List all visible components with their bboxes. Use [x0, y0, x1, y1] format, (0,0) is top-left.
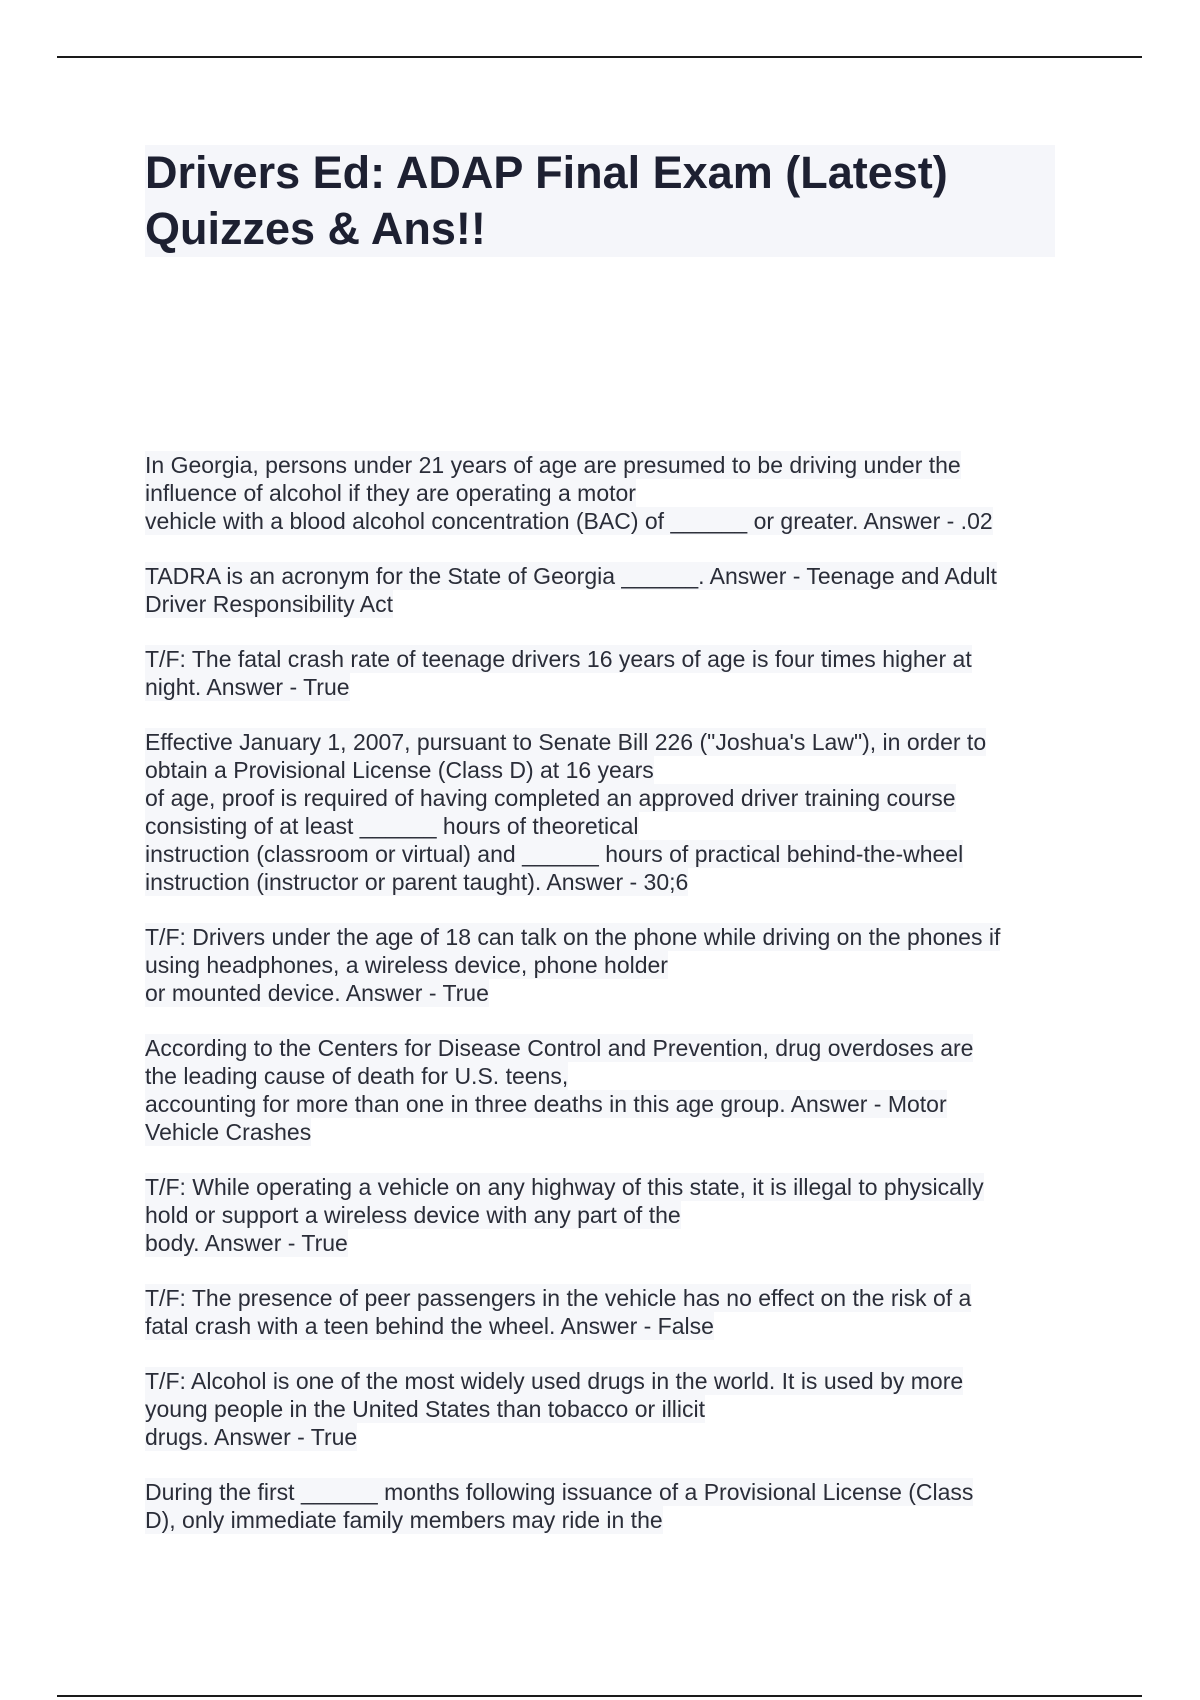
question-list [145, 451, 1065, 1561]
question-item [145, 728, 1065, 896]
question-text-line: TADRA is an acronym for the State of Georgia ______. Answer - Teenage and Adult [145, 563, 997, 589]
question-text-line: body. Answer - True [145, 1230, 348, 1256]
question-text-line: consisting of at least ______ hours of theoretical [145, 813, 639, 839]
question-text-line: D), only immediate family members may ride in the [145, 1507, 663, 1533]
question-text-line: Vehicle Crashes [145, 1119, 312, 1145]
document-title [145, 145, 1055, 257]
question-text-line: the leading cause of death for U.S. teens, [145, 1063, 569, 1089]
top-divider [57, 56, 1142, 58]
question-item [145, 1284, 1065, 1340]
question-text-line: According to the Centers for Disease Control and Prevention, drug overdoses are [145, 1035, 974, 1061]
question-text-line: In Georgia, persons under 21 years of age are presumed to be driving under the [145, 452, 961, 478]
question-item [145, 1173, 1065, 1257]
question-text-line: Effective January 1, 2007, pursuant to Senate Bill 226 ("Joshua's Law"), in order to [145, 729, 987, 755]
question-text-line: T/F: The fatal crash rate of teenage drivers 16 years of age is four times higher at [145, 646, 972, 672]
bottom-divider [57, 1695, 1142, 1697]
question-text-line: vehicle with a blood alcohol concentration (BAC) of ______ or greater. Answer - .02 [145, 508, 993, 534]
question-item [145, 1367, 1065, 1451]
question-text-line: using headphones, a wireless device, phone holder [145, 952, 668, 978]
question-text-line: young people in the United States than tobacco or illicit [145, 1396, 706, 1422]
question-item [145, 562, 1065, 618]
question-item [145, 923, 1065, 1007]
question-text-line: night. Answer - True [145, 674, 350, 700]
question-text-line: drugs. Answer - True [145, 1424, 358, 1450]
question-text-line: accounting for more than one in three deaths in this age group. Answer - Motor [145, 1091, 947, 1117]
question-text-line: T/F: While operating a vehicle on any highway of this state, it is illegal to physically [145, 1174, 984, 1200]
question-text-line: obtain a Provisional License (Class D) at 16 years [145, 757, 654, 783]
question-text-line: instruction (classroom or virtual) and ______ hours of practical behind-the-wheel [145, 841, 964, 867]
question-text-line: T/F: Alcohol is one of the most widely used drugs in the world. It is used by more [145, 1368, 964, 1394]
question-item [145, 1478, 1065, 1534]
question-text-line: T/F: Drivers under the age of 18 can talk on the phone while driving on the phones if [145, 924, 1001, 950]
question-text-line: influence of alcohol if they are operating a motor [145, 480, 636, 506]
question-text-line: fatal crash with a teen behind the wheel. Answer - False [145, 1313, 714, 1339]
title-line: Drivers Ed: ADAP Final Exam (Latest) [145, 147, 948, 198]
question-text-line: During the first ______ months following issuance of a Provisional License (Class [145, 1479, 974, 1505]
question-text-line: instruction (instructor or parent taught). Answer - 30;6 [145, 869, 689, 895]
question-text-line: T/F: The presence of peer passengers in the vehicle has no effect on the risk of a [145, 1285, 972, 1311]
question-text-line: hold or support a wireless device with any part of the [145, 1202, 681, 1228]
question-item [145, 1034, 1065, 1146]
question-item [145, 451, 1065, 535]
question-item [145, 645, 1065, 701]
question-text-line: or mounted device. Answer - True [145, 980, 489, 1006]
question-text-line: of age, proof is required of having completed an approved driver training course [145, 785, 956, 811]
question-text-line: Driver Responsibility Act [145, 591, 393, 617]
title-line: Quizzes & Ans!! [145, 203, 486, 254]
